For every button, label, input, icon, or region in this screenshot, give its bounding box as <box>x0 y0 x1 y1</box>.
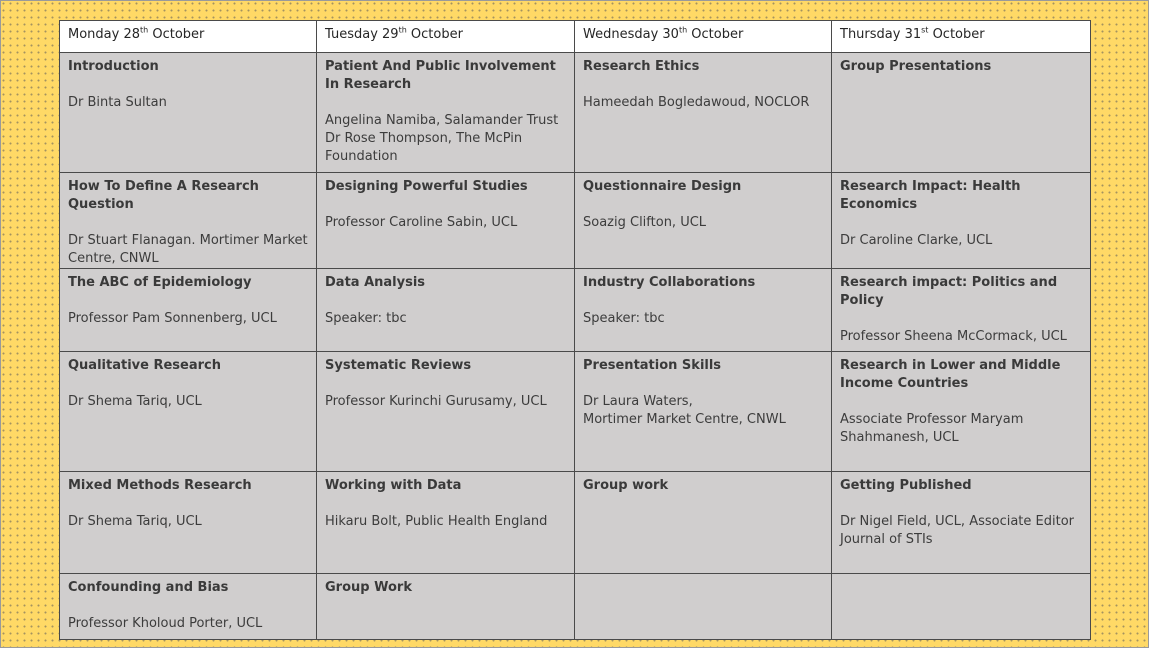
session-row <box>60 352 1091 472</box>
speaker-block <box>840 513 1082 549</box>
session-title: Systematic Reviews <box>325 358 472 373</box>
session-row <box>60 574 1091 640</box>
session-cell <box>60 574 317 640</box>
speaker-block <box>583 310 823 328</box>
session-row <box>60 472 1091 574</box>
schedule-table <box>59 20 1091 640</box>
speaker-block <box>68 232 308 268</box>
session-row <box>60 269 1091 352</box>
session-title: Group work <box>583 478 669 493</box>
speaker-block <box>68 310 308 328</box>
day-header: Monday 28th October <box>60 21 317 53</box>
speaker-block <box>840 232 1082 250</box>
session-title: Group Work <box>325 580 412 595</box>
speaker-name: Dr Binta Sultan <box>68 95 167 110</box>
session-title: Industry Collaborations <box>583 275 756 290</box>
session-cell <box>60 269 317 352</box>
session-cell <box>575 574 832 640</box>
speaker-name: Speaker: tbc <box>325 311 407 326</box>
header-row <box>60 21 1091 53</box>
session-cell <box>575 269 832 352</box>
session-title: Working with Data <box>325 478 462 493</box>
session-title: Questionnaire Design <box>583 179 742 194</box>
speaker-name: Dr Nigel Field, UCL, Associate Editor Journal of STIs <box>840 514 1075 547</box>
speaker-block <box>583 214 823 232</box>
session-title: Research impact: Politics and Policy <box>840 275 1058 308</box>
session-title: How To Define A Research Question <box>68 179 259 212</box>
session-title: Mixed Methods Research <box>68 478 252 493</box>
speaker-name: Angelina Namiba, Salamander Trust <box>325 113 559 128</box>
speaker-name: Dr Laura Waters, <box>583 394 693 409</box>
speaker-name: Dr Rose Thompson, The McPin Foundation <box>325 131 523 164</box>
session-title: Data Analysis <box>325 275 426 290</box>
speaker-block <box>68 393 308 411</box>
session-cell <box>832 269 1091 352</box>
speaker-block <box>325 513 566 531</box>
speaker-block <box>325 393 566 411</box>
session-title: Group Presentations <box>840 59 992 74</box>
speaker-block <box>840 328 1082 346</box>
speaker-name: Professor Kholoud Porter, UCL <box>68 616 263 631</box>
session-cell <box>60 53 317 173</box>
session-cell <box>317 574 575 640</box>
speaker-name: Dr Stuart Flanagan. Mortimer Market Centre, CNWL <box>68 233 308 266</box>
day-header: Wednesday 30th October <box>575 21 832 53</box>
session-cell <box>832 472 1091 574</box>
session-cell <box>317 53 575 173</box>
session-title: The ABC of Epidemiology <box>68 275 252 290</box>
session-cell <box>317 352 575 472</box>
session-row <box>60 53 1091 173</box>
speaker-block <box>325 310 566 328</box>
session-title: Qualitative Research <box>68 358 221 373</box>
session-title: Research in Lower and Middle Income Countries <box>840 358 1061 391</box>
speaker-block <box>68 513 308 531</box>
speaker-name: Professor Kurinchi Gurusamy, UCL <box>325 394 547 409</box>
speaker-name: Mortimer Market Centre, CNWL <box>583 412 786 427</box>
speaker-block <box>325 214 566 232</box>
speaker-name: Soazig Clifton, UCL <box>583 215 707 230</box>
speaker-block <box>68 615 308 633</box>
session-cell <box>60 352 317 472</box>
speaker-name: Hameedah Bogledawoud, NOCLOR <box>583 95 810 110</box>
session-title: Introduction <box>68 59 159 74</box>
speaker-block <box>325 112 566 166</box>
session-title: Confounding and Bias <box>68 580 229 595</box>
speaker-block <box>583 393 823 429</box>
session-row <box>60 173 1091 269</box>
session-cell <box>832 352 1091 472</box>
speaker-block <box>68 94 308 112</box>
session-title: Presentation Skills <box>583 358 722 373</box>
session-cell <box>60 173 317 269</box>
session-title: Research Ethics <box>583 59 700 74</box>
session-cell <box>575 173 832 269</box>
speaker-name: Dr Shema Tariq, UCL <box>68 394 202 409</box>
session-title: Patient And Public Involvement In Research <box>325 59 556 92</box>
speaker-name: Dr Caroline Clarke, UCL <box>840 233 993 248</box>
session-cell <box>832 53 1091 173</box>
session-cell <box>317 269 575 352</box>
session-cell <box>575 472 832 574</box>
session-title: Getting Published <box>840 478 972 493</box>
speaker-name: Speaker: tbc <box>583 311 665 326</box>
speaker-name: Professor Sheena McCormack, UCL <box>840 329 1067 344</box>
speaker-name: Associate Professor Maryam Shahmanesh, UCL <box>840 412 1024 445</box>
speaker-block <box>840 411 1082 447</box>
day-header: Tuesday 29th October <box>317 21 575 53</box>
session-cell <box>832 173 1091 269</box>
session-cell <box>317 472 575 574</box>
session-cell <box>60 472 317 574</box>
session-cell <box>832 574 1091 640</box>
session-cell <box>317 173 575 269</box>
speaker-name: Hikaru Bolt, Public Health England <box>325 514 548 529</box>
speaker-name: Dr Shema Tariq, UCL <box>68 514 202 529</box>
speaker-name: Professor Pam Sonnenberg, UCL <box>68 311 277 326</box>
session-title: Research Impact: Health Economics <box>840 179 1021 212</box>
session-cell <box>575 53 832 173</box>
session-cell <box>575 352 832 472</box>
session-title: Designing Powerful Studies <box>325 179 528 194</box>
day-header: Thursday 31st October <box>832 21 1091 53</box>
speaker-name: Professor Caroline Sabin, UCL <box>325 215 518 230</box>
speaker-block <box>583 94 823 112</box>
